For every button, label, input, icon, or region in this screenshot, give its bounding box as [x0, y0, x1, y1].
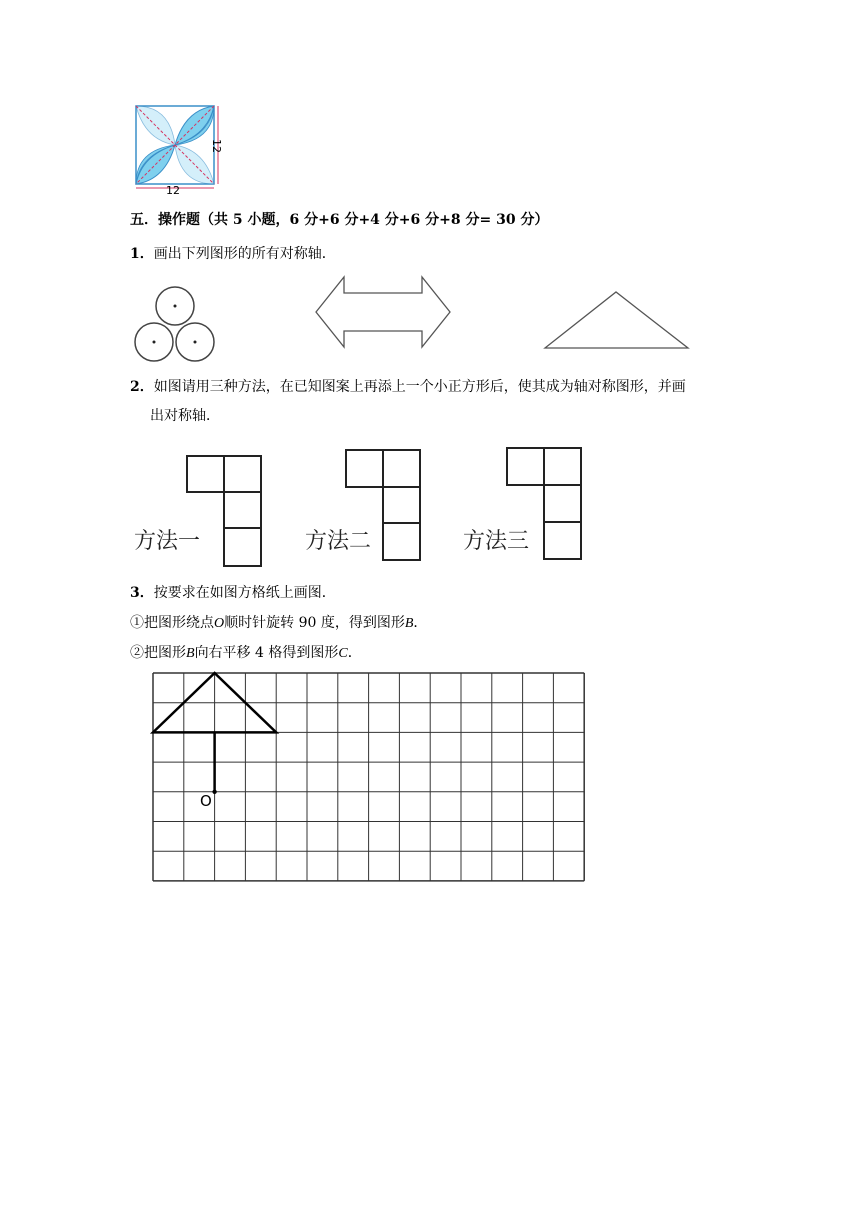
q3-text: 按要求在如图方格纸上画图． — [153, 585, 336, 601]
method3-label: 方法三 — [463, 529, 530, 554]
square-dim-right: 12 — [210, 139, 223, 153]
q1-text: 画出下列图形的所有对称轴． — [153, 246, 336, 262]
q3-step2-shape2: C — [338, 646, 348, 661]
q3-step2 — [130, 643, 362, 664]
q3-number: 3． — [130, 585, 154, 601]
q3-step1 — [130, 613, 427, 634]
square-dim-bottom: 12 — [166, 184, 180, 197]
q3-step2-mid: 向右平移 4 格得到图形 — [194, 645, 339, 661]
q3-step1-point: O — [214, 616, 225, 631]
q3-step1-prefix: ①把图形绕点 — [130, 615, 214, 631]
q3-step1-end: ． — [413, 615, 428, 631]
q2-number: 2． — [130, 379, 154, 395]
q1-line — [130, 244, 336, 264]
q3-step2-end: ． — [347, 645, 362, 661]
three-circles-figure — [132, 285, 222, 365]
grid-paper — [152, 672, 592, 886]
q3-line — [130, 583, 336, 603]
point-o-dot — [212, 790, 216, 794]
method2-label: 方法二 — [305, 529, 372, 554]
method1-label: 方法一 — [134, 529, 201, 554]
q3-step1-shape: B — [404, 616, 414, 631]
grid-point-o-label: O — [200, 792, 212, 810]
q3-step2-shape: B — [186, 646, 195, 661]
q3-step1-mid: 顺时针旋转 90 度，得到图形 — [224, 615, 405, 631]
q1-number: 1． — [130, 246, 154, 262]
q2-line1 — [130, 377, 686, 397]
double-arrow-figure — [316, 275, 456, 355]
q3-step2-prefix: ②把图形 — [130, 645, 186, 661]
q2-text-line2: 出对称轴． — [150, 408, 220, 424]
triangle-figure — [543, 290, 693, 352]
q2-text-line1: 如图请用三种方法，在已知图案上再添上一个小正方形后，使其成为轴对称图形，并画 — [153, 379, 686, 395]
section-title: 五．操作题（共 5 小题，6 分+6 分+4 分+6 分+8 分= 30 分） — [130, 212, 549, 228]
